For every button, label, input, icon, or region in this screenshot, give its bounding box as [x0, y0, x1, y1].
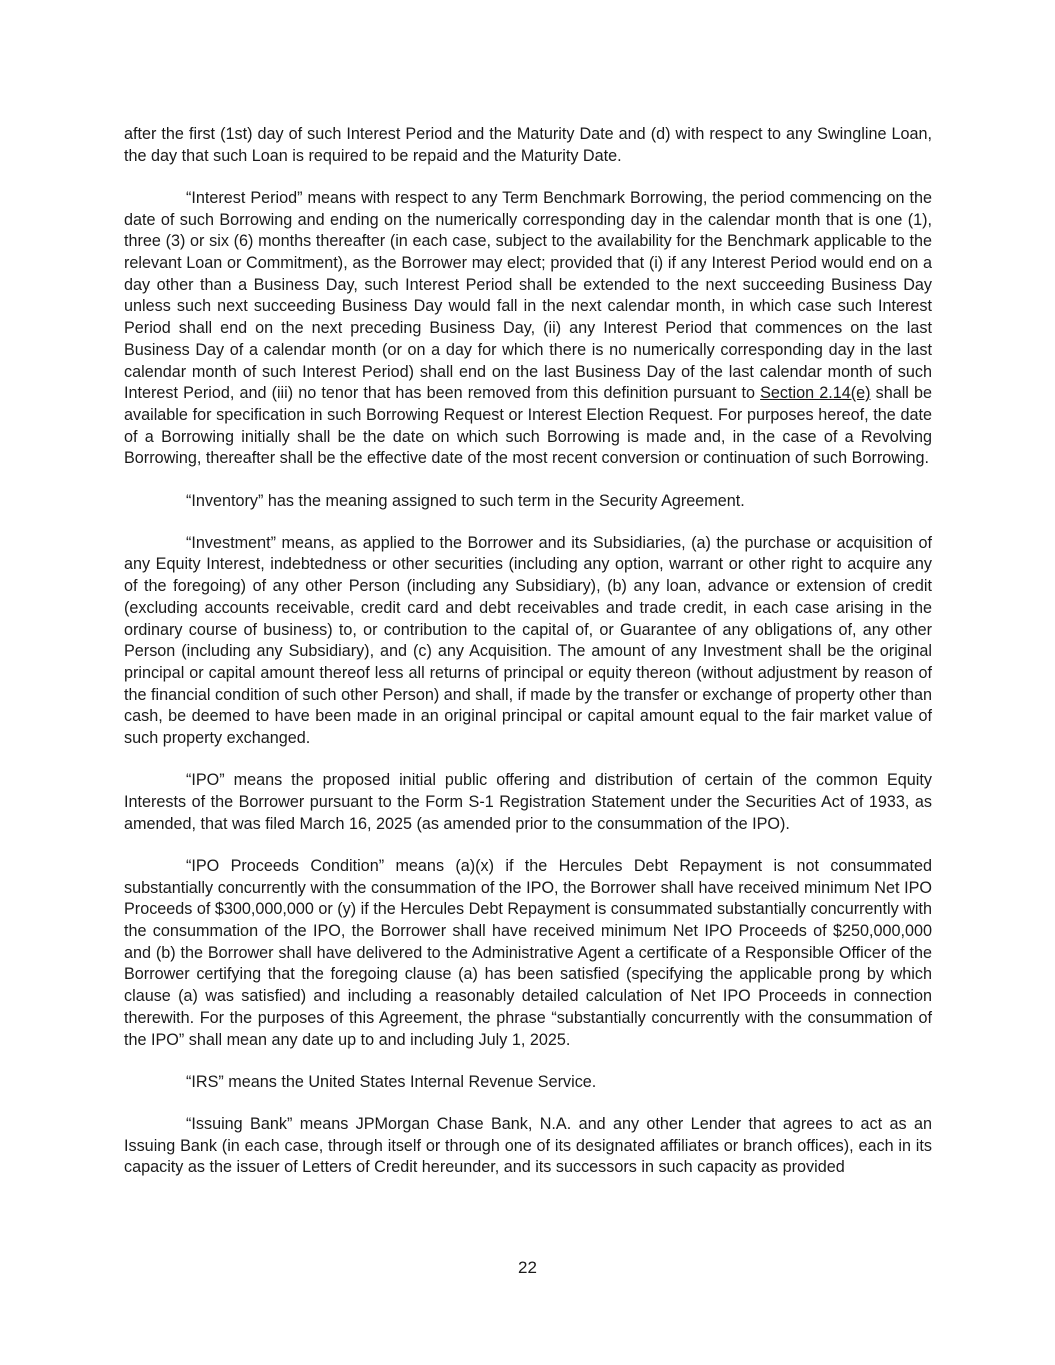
- definition-inventory: “Inventory” has the meaning assigned to such term in the Security Agreement.: [186, 491, 745, 510]
- definition-interest-period: [124, 188, 932, 470]
- document-body: [124, 124, 932, 1200]
- paragraph-continuation: after the first (1st) day of such Interest Period and the Maturity Date and (d) with respect to any Swingline Loan, the day that such Loan is required to be repaid and the Maturity Date.: [124, 125, 932, 165]
- page-number: 22: [518, 1258, 537, 1277]
- section-reference-link[interactable]: Section 2.14(e): [760, 384, 871, 403]
- definition-ipo: “IPO” means the proposed initial public offering and distribution of certain of the common Equity Interests of the Borrower pursuant to the Form S-1 Registration Statement under the Securities Act of 1933, as amended, that was filed March 16, 2025 (as amended prior to the consummation of the IPO).: [124, 771, 932, 833]
- definition-ipo-proceeds-condition: “IPO Proceeds Condition” means (a)(x) if the Hercules Debt Repayment is not consummated substantially concurrently with the consummation of the IPO, the Borrower shall have received minimum Net IPO Proceeds of $300,000,000 or (y) if the Hercules Debt Repayment is consummated substantially concurrently with the consummation of the IPO, the Borrower shall have received minimum Net IPO Proceeds of $250,000,000 and (b) the Borrower shall have delivered to the Administrative Agent a certificate of a Responsible Officer of the Borrower certifying that the foregoing clause (a) has been satisfied (specifying the applicable prong by which clause (a) was satisfied) and including a reasonably detailed calculation of Net IPO Proceeds in connection therewith. For the purposes of this Agreement, the phrase “substantially concurrently with the consummation of the IPO” shall mean any date up to and including July 1, 2025.: [124, 856, 932, 1049]
- definition-irs: “IRS” means the United States Internal Revenue Service.: [186, 1072, 597, 1091]
- interest-period-text-before: “Interest Period” means with respect to any Term Benchmark Borrowing, the period commencing on the date of such Borrowing and ending on the numerically corresponding day in the calendar month that is one (1), three (3) or six (6) months thereafter (in each case, subject to the availability for the Benchmark applicable to the relevant Loan or Commitment), as the Borrower may elect; provided that (i) if any Interest Period would end on a day other than a Business Day, such Interest Period shall be extended to the next succeeding Business Day unless such next succeeding Business Day would fall in the next calendar month, in which case such Interest Period shall end on the next preceding Business Day, (ii) any Interest Period that commences on the last Business Day of a calendar month (or on a day for which there is no numerically corresponding day in the last calendar month of such Interest Period) shall end on the last Business Day of the last calendar month of such Interest Period, and (iii) no tenor that has been removed from this definition pursuant to: [124, 188, 932, 403]
- interest-period-text-after: shall be available for specification in such Borrowing Request or Interest Election Request. For purposes hereof, the date of a Borrowing initially shall be the date on which such Borrowing is made and, in the case of a Revolving Borrowing, thereafter shall be the effective date of the most recent conversion or continuation of such Borrowing.: [124, 384, 933, 468]
- definition-issuing-bank: “Issuing Bank” means JPMorgan Chase Bank, N.A. and any other Lender that agrees to act as an Issuing Bank (in each case, through itself or through one of its designated affiliates or branch offices), each in its capacity as the issuer of Letters of Credit hereunder, and its successors in such capacity as provided: [124, 1114, 932, 1177]
- definition-investment: “Investment” means, as applied to the Borrower and its Subsidiaries, (a) the purchase or acquisition of any Equity Interest, indebtedness or other securities (including any option, warrant or other right to acquire any of the foregoing) of any other Person (including any Subsidiary), (b) any loan, advance or extension of credit (excluding accounts receivable, credit card and debt receivables and trade credit, in each case arising in the ordinary course of business) to, or contribution to the capital of, or Guarantee of any obligations of, any other Person (including any Subsidiary), and (c) any Acquisition. The amount of any Investment shall be the original principal or capital amount thereof less all returns of principal or equity thereon (without adjustment by reason of the financial condition of such other Person) and shall, if made by the transfer or exchange of property other than cash, be deemed to have been made in an original principal or capital amount equal to the fair market value of such property exchanged.: [124, 533, 932, 748]
